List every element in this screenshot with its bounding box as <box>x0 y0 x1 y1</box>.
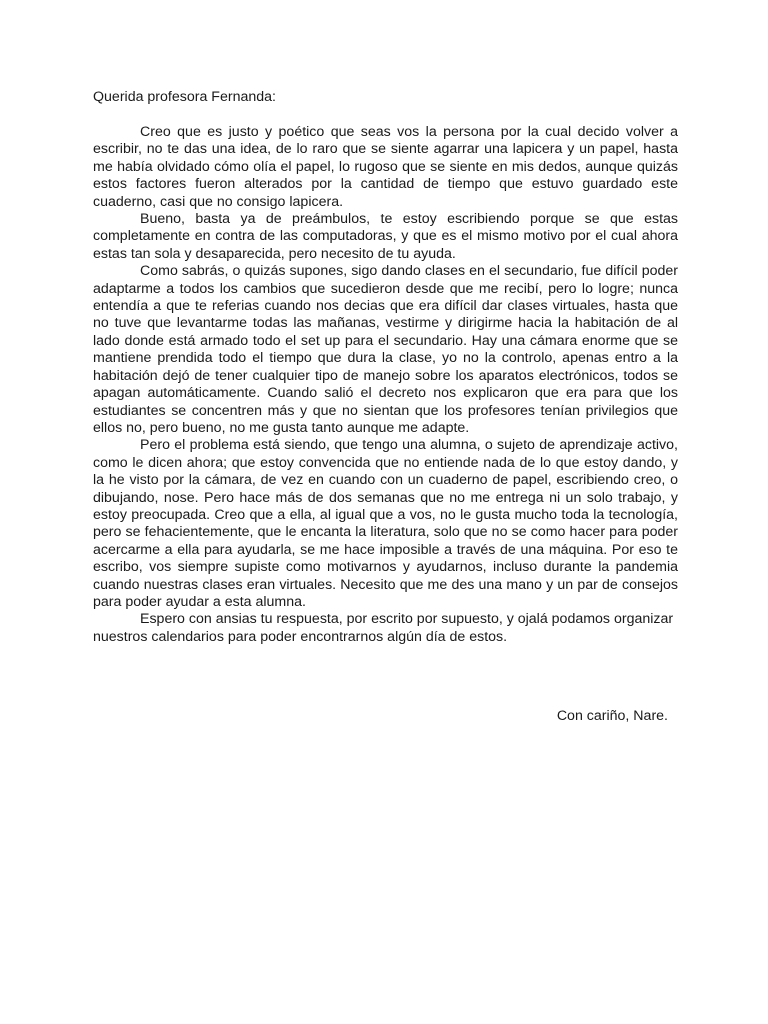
letter-paragraph: Espero con ansias tu respuesta, por escrito por supuesto, y ojalá podamos organizar nuestros calendarios para poder encontrarnos algún día de estos. <box>93 611 674 645</box>
letter-paragraph: Pero el problema está siendo, que tengo una alumna, o sujeto de aprendizaje activo, como le dicen ahora; que estoy convencida que no entiende nada de lo que estoy dando, y la he visto por la cámara, de vez en cuando con un cuaderno de papel, escribiendo creo, o dibujando, nose. Pero hace más de dos semanas que no me entrega ni un solo trabajo, y estoy preocupada. Creo que a ella, al igual que a vos, no le gusta mucho toda la tecnología, pero se fehacientemente, que le encanta la literatura, solo que no se como hacer para poder acercarme a ella para ayudarla, se me hace imposible a través de una máquina. Por eso te escribo, vos siempre supiste como motivarnos y ayudarnos, incluso durante la pandemia cuando nuestras clases eran virtuales. Necesito que me des una mano y un par de consejos para poder ayudar a esta alumna. <box>93 437 678 610</box>
letter-closing: Con cariño, Nare. <box>556 708 668 724</box>
letter-body <box>93 124 678 646</box>
letter-paragraph: Como sabrás, o quizás supones, sigo dando clases en el secundario, fue difícil poder adaptarme a todos los cambios que sucedieron desde que me recibí, pero lo logre; nunca entendía a que te referias cuando nos decias que era difícil dar clases virtuales, hasta que no tuve que levantarme todas las mañanas, vestirme y dirigirme hacia la habitación de al lado donde está armado todo el set up para el secundario. Hay una cámara enorme que se mantiene prendida todo el tiempo que dura la clase, yo no la controlo, apenas entro a la habitación dejó de tener cualquier tipo de manejo sobre los aparatos electrónicos, todos se apagan automáticamente. Cuando salió el decreto nos explicaron que era para que los estudiantes se concentren más y que no sientan que los profesores tenían privilegios que ellos no, pero bueno, no me gusta tanto aunque me adapte. <box>93 263 678 436</box>
letter-paragraph: Bueno, basta ya de preámbulos, te estoy escribiendo porque se que estas completamente en contra de las computadoras, y que es el mismo motivo por el cual ahora estas tan sola y desaparecida, pero necesito de tu ayuda. <box>93 211 678 262</box>
letter-paragraph: Creo que es justo y poético que seas vos la persona por la cual decido volver a escribir, no te das una idea, de lo raro que se siente agarrar una lapicera y un papel, hasta me había olvidado cómo olía el papel, lo rugoso que se siente en mis dedos, aunque quizás estos factores fueron alterados por la cantidad de tiempo que estuvo guardado este cuaderno, casi que no consigo lapicera. <box>93 124 678 210</box>
letter-salutation: Querida profesora Fernanda: <box>93 89 276 105</box>
